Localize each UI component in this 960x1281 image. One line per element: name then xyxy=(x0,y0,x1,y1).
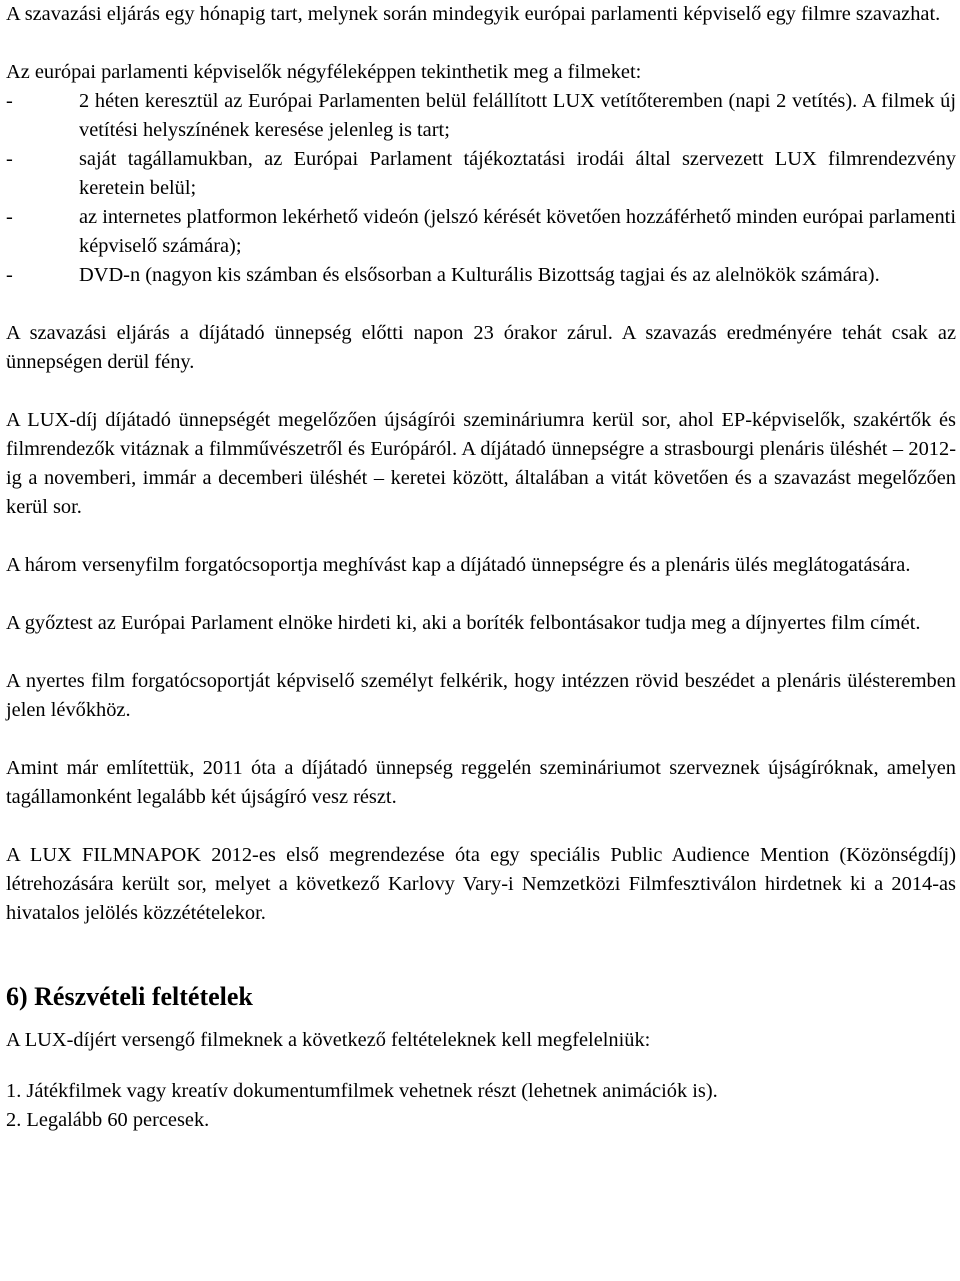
list-item xyxy=(6,203,956,261)
paragraph-public-audience-mention: A LUX FILMNAPOK 2012-es első megrendezése óta egy speciális Public Audience Mention (Közönségdíj) létrehozására került sor, melyet a következő Karlovy Vary-i Nemzetközi Filmfesztiválon hirdetnek ki a 2014-as hivatalos jelölés közzétételekor. xyxy=(6,844,956,924)
section-heading: 6) Részvételi feltételek xyxy=(6,982,253,1011)
paragraph-winner-announcement: A győztest az Európai Parlament elnöke hirdeti ki, aki a boríték felbontásakor tudja meg a díjnyertes film címét. xyxy=(6,612,921,634)
viewing-options-list xyxy=(6,87,956,290)
list-item-text: az internetes platformon lekérhető videón (jelszó kérését követően hozzáférhető minden európai parlamenti képviselő számára); xyxy=(79,206,956,257)
paragraph-winner-speech: A nyertes film forgatócsoportját képviselő személyt felkérik, hogy intézzen rövid beszédet a plenáris ülésteremben jelen lévőkhöz. xyxy=(6,670,956,721)
dash-bullet: - xyxy=(6,206,13,228)
paragraph-voting-close: A szavazási eljárás a díjátadó ünnepség előtti napon 23 órakor zárul. A szavazás eredményére tehát csak az ünnepségen derül fény. xyxy=(6,322,956,373)
dash-bullet: - xyxy=(6,264,13,286)
paragraph-voting-duration: A szavazási eljárás egy hónapig tart, melynek során mindegyik európai parlamenti képviselő egy filmre szavazhat. xyxy=(6,3,941,25)
condition-item: 2. Legalább 60 percesek. xyxy=(6,1109,210,1131)
dash-bullet: - xyxy=(6,148,13,170)
condition-item: 1. Játékfilmek vagy kreatív dokumentumfilmek vehetnek részt (lehetnek animációk is). xyxy=(6,1080,718,1102)
list-item-text: 2 héten keresztül az Európai Parlamenten belül felállított LUX vetítőteremben (napi 2 vetítés). A filmek új vetítési helyszínének keresése jelenleg is tart; xyxy=(79,90,956,141)
list-item xyxy=(6,261,956,290)
paragraph-viewing-intro: Az európai parlamenti képviselők négyféleképpen tekinthetik meg a filmeket: xyxy=(6,61,642,83)
paragraph-seminar-ceremony: A LUX-díj díjátadó ünnepségét megelőzően újságírói szemináriumra kerül sor, ahol EP-képviselők, szakértők és filmrendezők vitáznak a filmművészetről és Európáról. A díjátadó ünnepségre a strasbourgi plenáris ülésh​ét – 2012-ig a novemberi, immár a decemberi ülésh​ét – keretei között, általában a vitát követően és a szavazást megelőzően kerül sor. xyxy=(6,409,956,518)
paragraph-film-crews-invited: A három versenyfilm forgatócsoportja meghívást kap a díjátadó ünnepségre és a plenáris ülés meglátogatására. xyxy=(6,554,911,576)
list-item xyxy=(6,87,956,145)
document-page xyxy=(6,0,956,1135)
dash-bullet: - xyxy=(6,90,13,112)
conditions-list xyxy=(6,1077,956,1135)
list-item-text: saját tagállamukban, az Európai Parlament tájékoztatási irodái által szervezett LUX filmrendezvény keretein belül; xyxy=(79,148,956,199)
paragraph-journalist-seminar: Amint már említettük, 2011 óta a díjátadó ünnepség reggelén szemináriumot szerveznek újságíróknak, amelyen tagállamonként legalább két újságíró vesz részt. xyxy=(6,757,956,808)
list-item xyxy=(6,145,956,203)
list-item-text: DVD-n (nagyon kis számban és elsősorban a Kulturális Bizottság tagjai és az alelnökök számára). xyxy=(79,264,880,286)
section-intro: A LUX-díjért versengő filmeknek a következő feltételeknek kell megfelelniük: xyxy=(6,1029,651,1051)
